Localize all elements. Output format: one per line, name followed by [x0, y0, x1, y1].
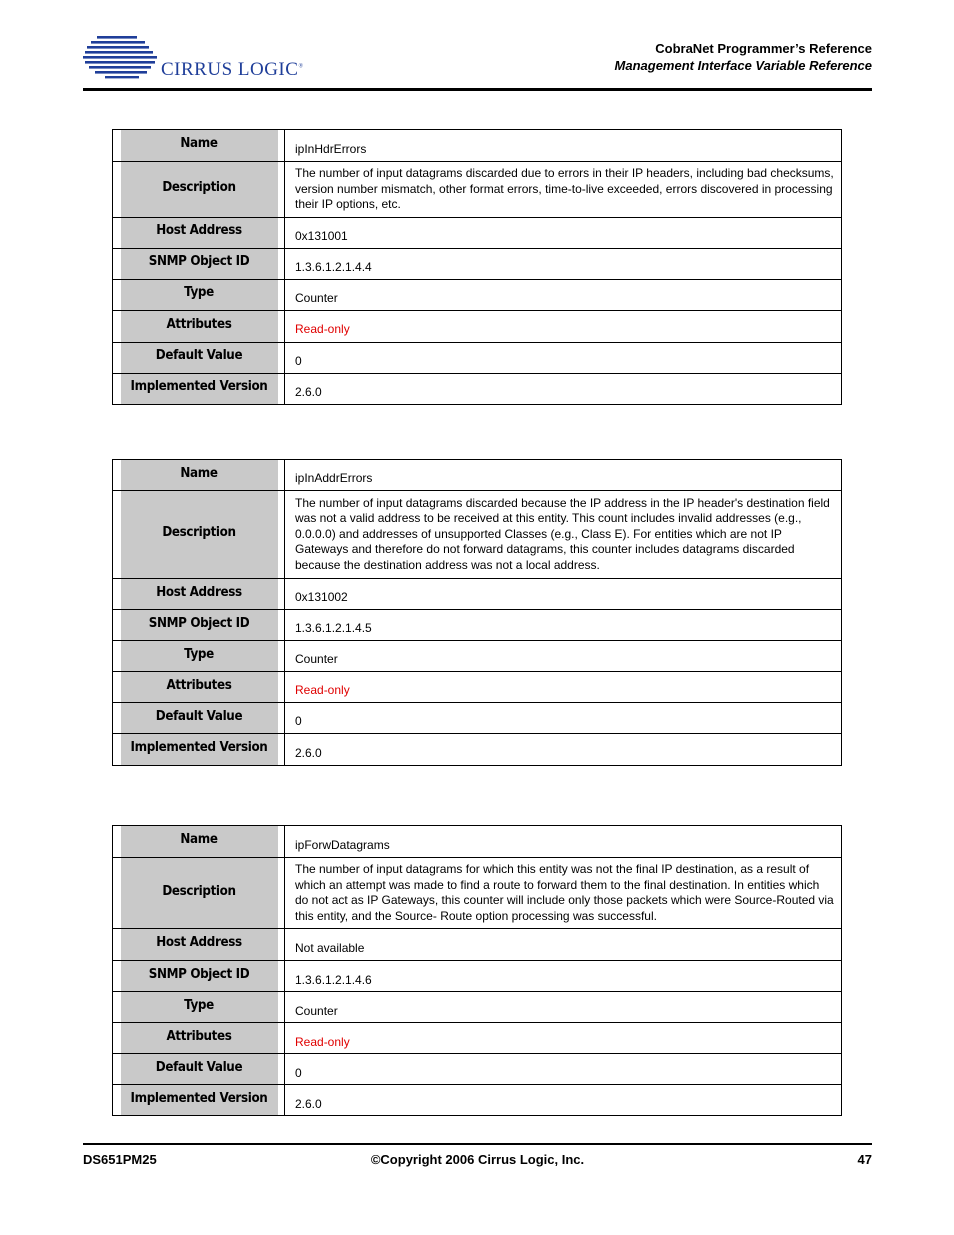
host-address-label: Host Address — [119, 217, 277, 248]
name-value: ipForwDatagrams — [285, 826, 842, 858]
copyright-notice: ©Copyright 2006 Cirrus Logic, Inc. — [370, 1152, 585, 1167]
table-row — [113, 826, 842, 858]
host-address-value: 0x131001 — [285, 217, 842, 248]
attributes-label: Attributes — [119, 1023, 277, 1054]
table-row — [113, 460, 842, 491]
implemented-version-value: 2.6.0 — [285, 373, 842, 404]
document-title: CobraNet Programmer’s Reference — [655, 41, 872, 56]
variable-table-ipinaddrerrors — [112, 459, 842, 766]
table-row — [113, 1054, 842, 1085]
implemented-version-value: 2.6.0 — [285, 1085, 842, 1116]
description-value: The number of input datagrams for which this entity was not the final IP destination, as a result of which an attempt was made to find a route to forward them to the final destination. In entities which do not act as IP Gateways, this counter will include only those packets which were Source-Routed via this entity, and the Source- Route option processing was successful. — [285, 858, 842, 929]
header-titles — [615, 40, 872, 74]
table-row — [113, 1085, 842, 1116]
name-label: Name — [119, 460, 277, 491]
default-value-label: Default Value — [119, 342, 277, 373]
table-row — [113, 858, 842, 929]
host-address-label: Host Address — [119, 579, 277, 610]
table-row — [113, 373, 842, 404]
table-row — [113, 279, 842, 310]
description-value: The number of input datagrams discarded due to errors in their IP headers, including bad checksums, version number mismatch, other format errors, time-to-live exceeded, errors discovered in processing their IP options, etc. — [285, 162, 842, 218]
page-header — [83, 30, 872, 88]
variable-table-ipinhdrerrors — [112, 129, 842, 405]
footer-rule — [83, 1143, 872, 1145]
snmp-oid-label: SNMP Object ID — [119, 961, 277, 992]
type-label: Type — [119, 641, 277, 672]
default-value-value: 0 — [285, 703, 842, 734]
header-rule — [83, 88, 872, 91]
snmp-oid-value: 1.3.6.1.2.1.4.5 — [285, 610, 842, 641]
logo-wordmark: CIRRUS LOGIC® — [161, 59, 304, 80]
implemented-version-value: 2.6.0 — [285, 734, 842, 766]
table-row — [113, 641, 842, 672]
table-row — [113, 734, 842, 766]
name-label: Name — [119, 826, 277, 858]
table-row — [113, 579, 842, 610]
default-value-value: 0 — [285, 1054, 842, 1085]
host-address-label: Host Address — [119, 929, 277, 961]
default-value-value: 0 — [285, 342, 842, 373]
table-row — [113, 961, 842, 992]
table-row — [113, 672, 842, 703]
snmp-oid-value: 1.3.6.1.2.1.4.4 — [285, 248, 842, 279]
page-footer — [83, 1152, 872, 1172]
description-label: Description — [119, 491, 277, 579]
table-row — [113, 703, 842, 734]
host-address-value: Not available — [285, 929, 842, 961]
name-value: ipInHdrErrors — [285, 130, 842, 162]
table-row — [113, 217, 842, 248]
type-label: Type — [119, 992, 277, 1023]
default-value-label: Default Value — [119, 1054, 277, 1085]
type-value: Counter — [285, 992, 842, 1023]
table-row — [113, 491, 842, 579]
variable-table-ipforwdatagrams — [112, 825, 842, 1116]
attributes-value: Read-only — [285, 310, 842, 342]
name-label: Name — [119, 130, 277, 162]
description-label: Description — [119, 162, 277, 218]
host-address-value: 0x131002 — [285, 579, 842, 610]
snmp-oid-label: SNMP Object ID — [119, 610, 277, 641]
snmp-oid-value: 1.3.6.1.2.1.4.6 — [285, 961, 842, 992]
type-label: Type — [119, 279, 277, 310]
document-id: DS651PM25 — [83, 1152, 157, 1167]
table-row — [113, 248, 842, 279]
table-row — [113, 162, 842, 218]
table-row — [113, 1023, 842, 1054]
page-number: 47 — [857, 1152, 872, 1167]
type-value: Counter — [285, 279, 842, 310]
attributes-label: Attributes — [119, 310, 277, 342]
description-value: The number of input datagrams discarded because the IP address in the IP header's destination field was not a valid address to be received at this entity. This count includes invalid addresses (e.g., 0.0.0.0) and addresses of unsupported Classes (e.g., Class E). For entities which are not IP Gateways and therefore do not forward datagrams, this counter includes datagrams discarded because the destination address was not a local address. — [285, 491, 842, 579]
implemented-version-label: Implemented Version — [119, 1085, 277, 1116]
section-title: Management Interface Variable Reference — [614, 58, 872, 73]
table-row — [113, 342, 842, 373]
attributes-value: Read-only — [285, 672, 842, 703]
name-value: ipInAddrErrors — [285, 460, 842, 491]
implemented-version-label: Implemented Version — [119, 373, 277, 404]
table-row — [113, 610, 842, 641]
snmp-oid-label: SNMP Object ID — [119, 248, 277, 279]
table-row — [113, 130, 842, 162]
table-row — [113, 929, 842, 961]
type-value: Counter — [285, 641, 842, 672]
description-label: Description — [119, 858, 277, 929]
table-row — [113, 992, 842, 1023]
table-row — [113, 310, 842, 342]
implemented-version-label: Implemented Version — [119, 734, 277, 766]
default-value-label: Default Value — [119, 703, 277, 734]
attributes-label: Attributes — [119, 672, 277, 703]
attributes-value: Read-only — [285, 1023, 842, 1054]
